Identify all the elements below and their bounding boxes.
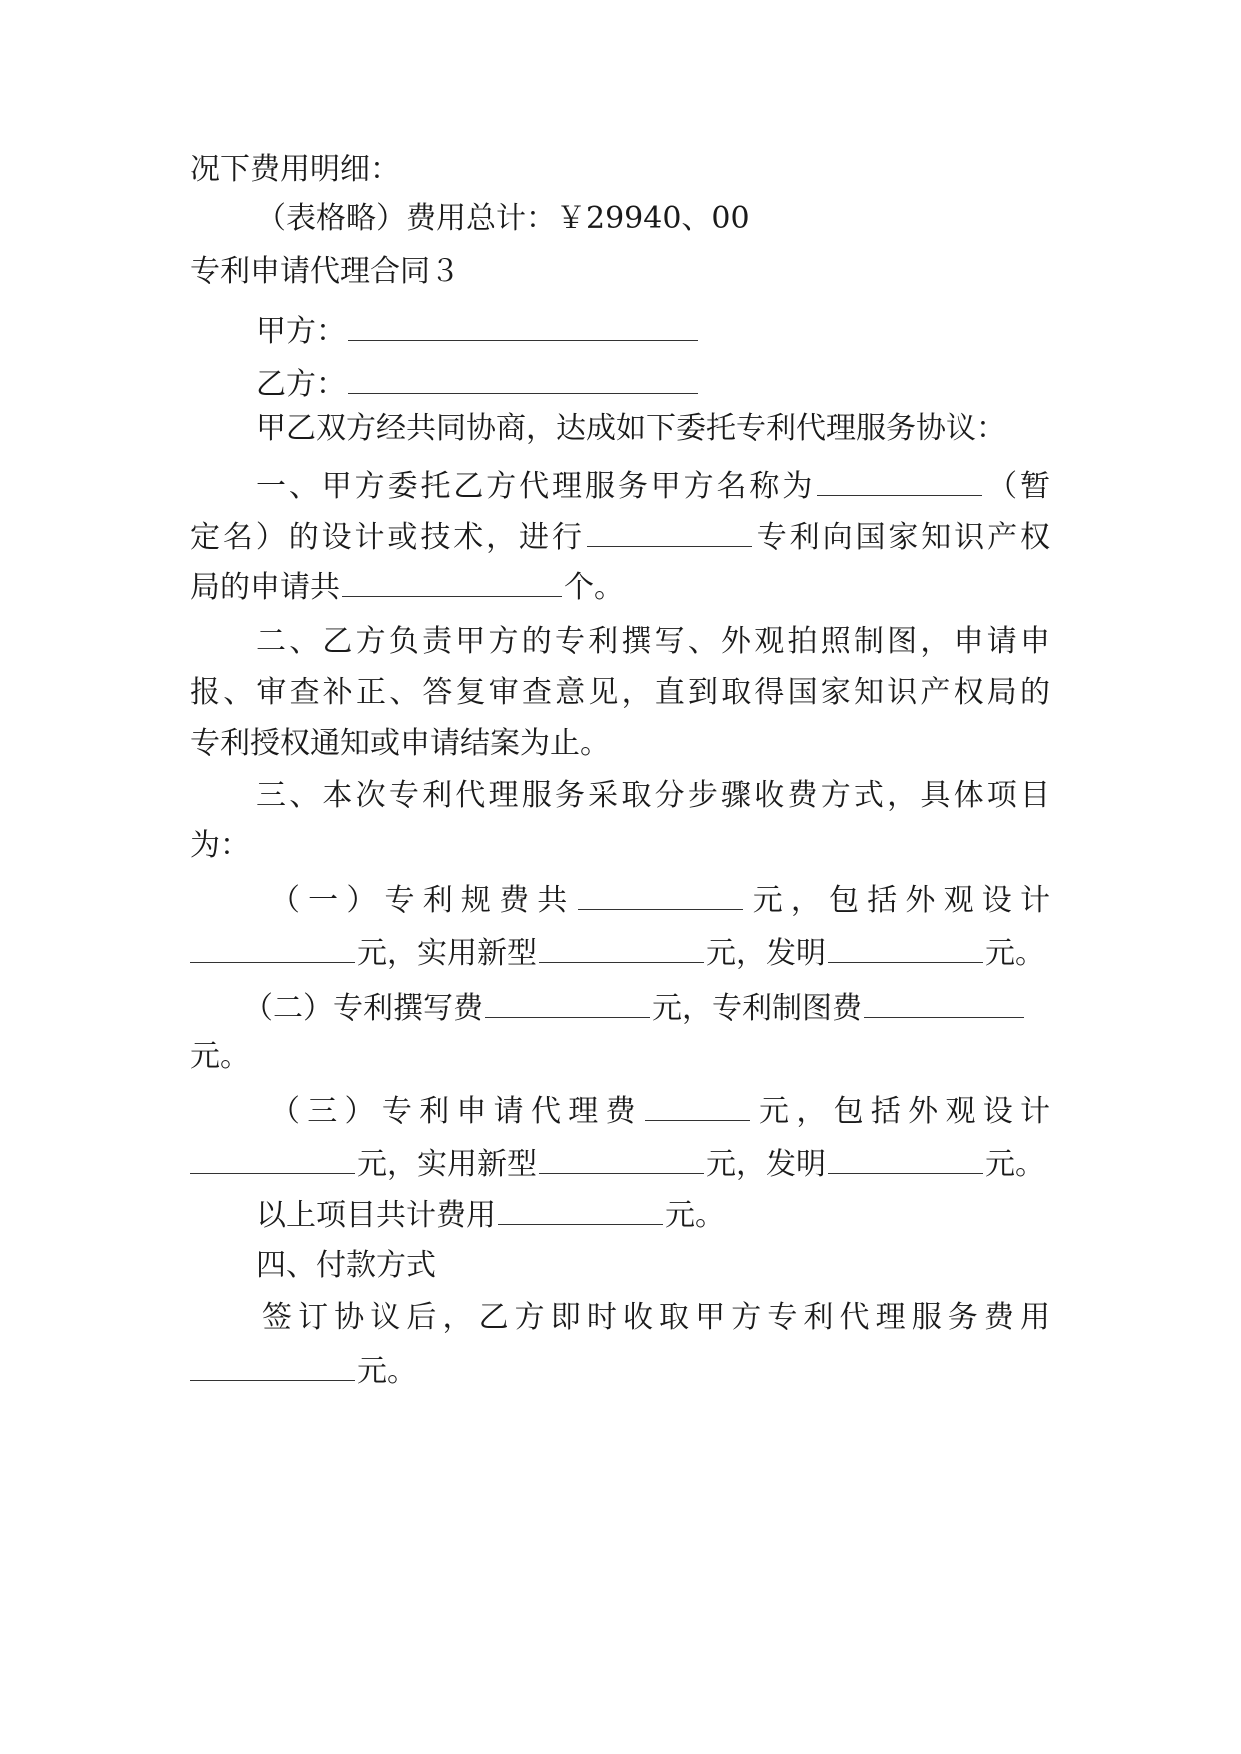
party-b-label: 乙方：	[256, 367, 346, 402]
clause-2-line-2: 报、审查补正、答复审查意见，直到取得国家知识产权局的	[190, 675, 1050, 710]
utility-fee-blank	[539, 932, 704, 963]
clause-1-line-1: 一、甲方委托乙方代理服务甲方名称为 （暂	[256, 465, 1050, 507]
item-2-line-2: 元。	[190, 1039, 250, 1074]
item-3-line-2: 元，实用新型 元，发明 元。	[190, 1143, 1050, 1185]
item-1-line-2: 元，实用新型 元，发明 元。	[190, 932, 1050, 974]
agreement-intro: 甲乙双方经共同协商，达成如下委托专利代理服务协议：	[256, 411, 1006, 446]
invention-agency-blank	[828, 1143, 983, 1174]
service-fee-blank	[190, 1350, 355, 1381]
party-a-label: 甲方：	[256, 314, 346, 349]
clause-4-line-1: 签订协议后，乙方即时收取甲方专利代理服务费用	[262, 1300, 1050, 1335]
clause-3-line-1: 三、本次专利代理服务采取分步骤收费方式，具体项目	[256, 778, 1050, 813]
clause-2-line-3: 专利授权通知或申请结案为止。	[190, 726, 610, 761]
clause-1-line-3: 局的申请共 个。	[190, 566, 1050, 608]
design-agency-blank	[190, 1143, 355, 1174]
drawing-fee-blank	[864, 987, 1024, 1018]
text-line	[256, 199, 1050, 239]
party-b-line	[256, 363, 1050, 405]
design-fee-blank	[190, 932, 355, 963]
name-blank	[817, 465, 982, 496]
party-b-blank	[348, 363, 698, 394]
clause-4-heading: 四、付款方式	[256, 1248, 436, 1283]
count-blank	[342, 566, 562, 597]
text-line	[256, 409, 1050, 449]
patent-type-blank	[587, 516, 752, 547]
text-line	[190, 150, 1050, 190]
invention-fee-blank	[828, 932, 983, 963]
party-a-blank	[348, 310, 698, 341]
clause-4-line-2: 元。	[190, 1350, 1050, 1392]
total-fee-blank	[498, 1194, 663, 1225]
clause-2-line-1: 二、乙方负责甲方的专利撰写、外观拍照制图，申请申	[256, 624, 1050, 659]
clause-3-line-2: 为：	[190, 828, 250, 863]
item-1-line-1: （一）专利规费共 元，包括外观设计	[270, 879, 1050, 921]
total-line: 以上项目共计费用 元。	[256, 1194, 1050, 1236]
party-a-line	[256, 310, 1050, 352]
contract-title: 专利申请代理合同３	[190, 254, 460, 289]
agency-fee-blank	[645, 1090, 750, 1121]
fee-total: （表格略）费用总计：￥29940、00	[256, 201, 750, 236]
fee-detail-heading: 况下费用明细：	[190, 152, 400, 187]
clause-1-line-2: 定名）的设计或技术，进行 专利向国家知识产权	[190, 516, 1050, 558]
item-3-line-1: （三）专利申请代理费 元，包括外观设计	[270, 1090, 1050, 1132]
official-fee-blank	[578, 879, 743, 910]
utility-agency-blank	[539, 1143, 704, 1174]
item-2-line-1: （二）专利撰写费 元，专利制图费	[243, 987, 1037, 1029]
writing-fee-blank	[485, 987, 650, 1018]
